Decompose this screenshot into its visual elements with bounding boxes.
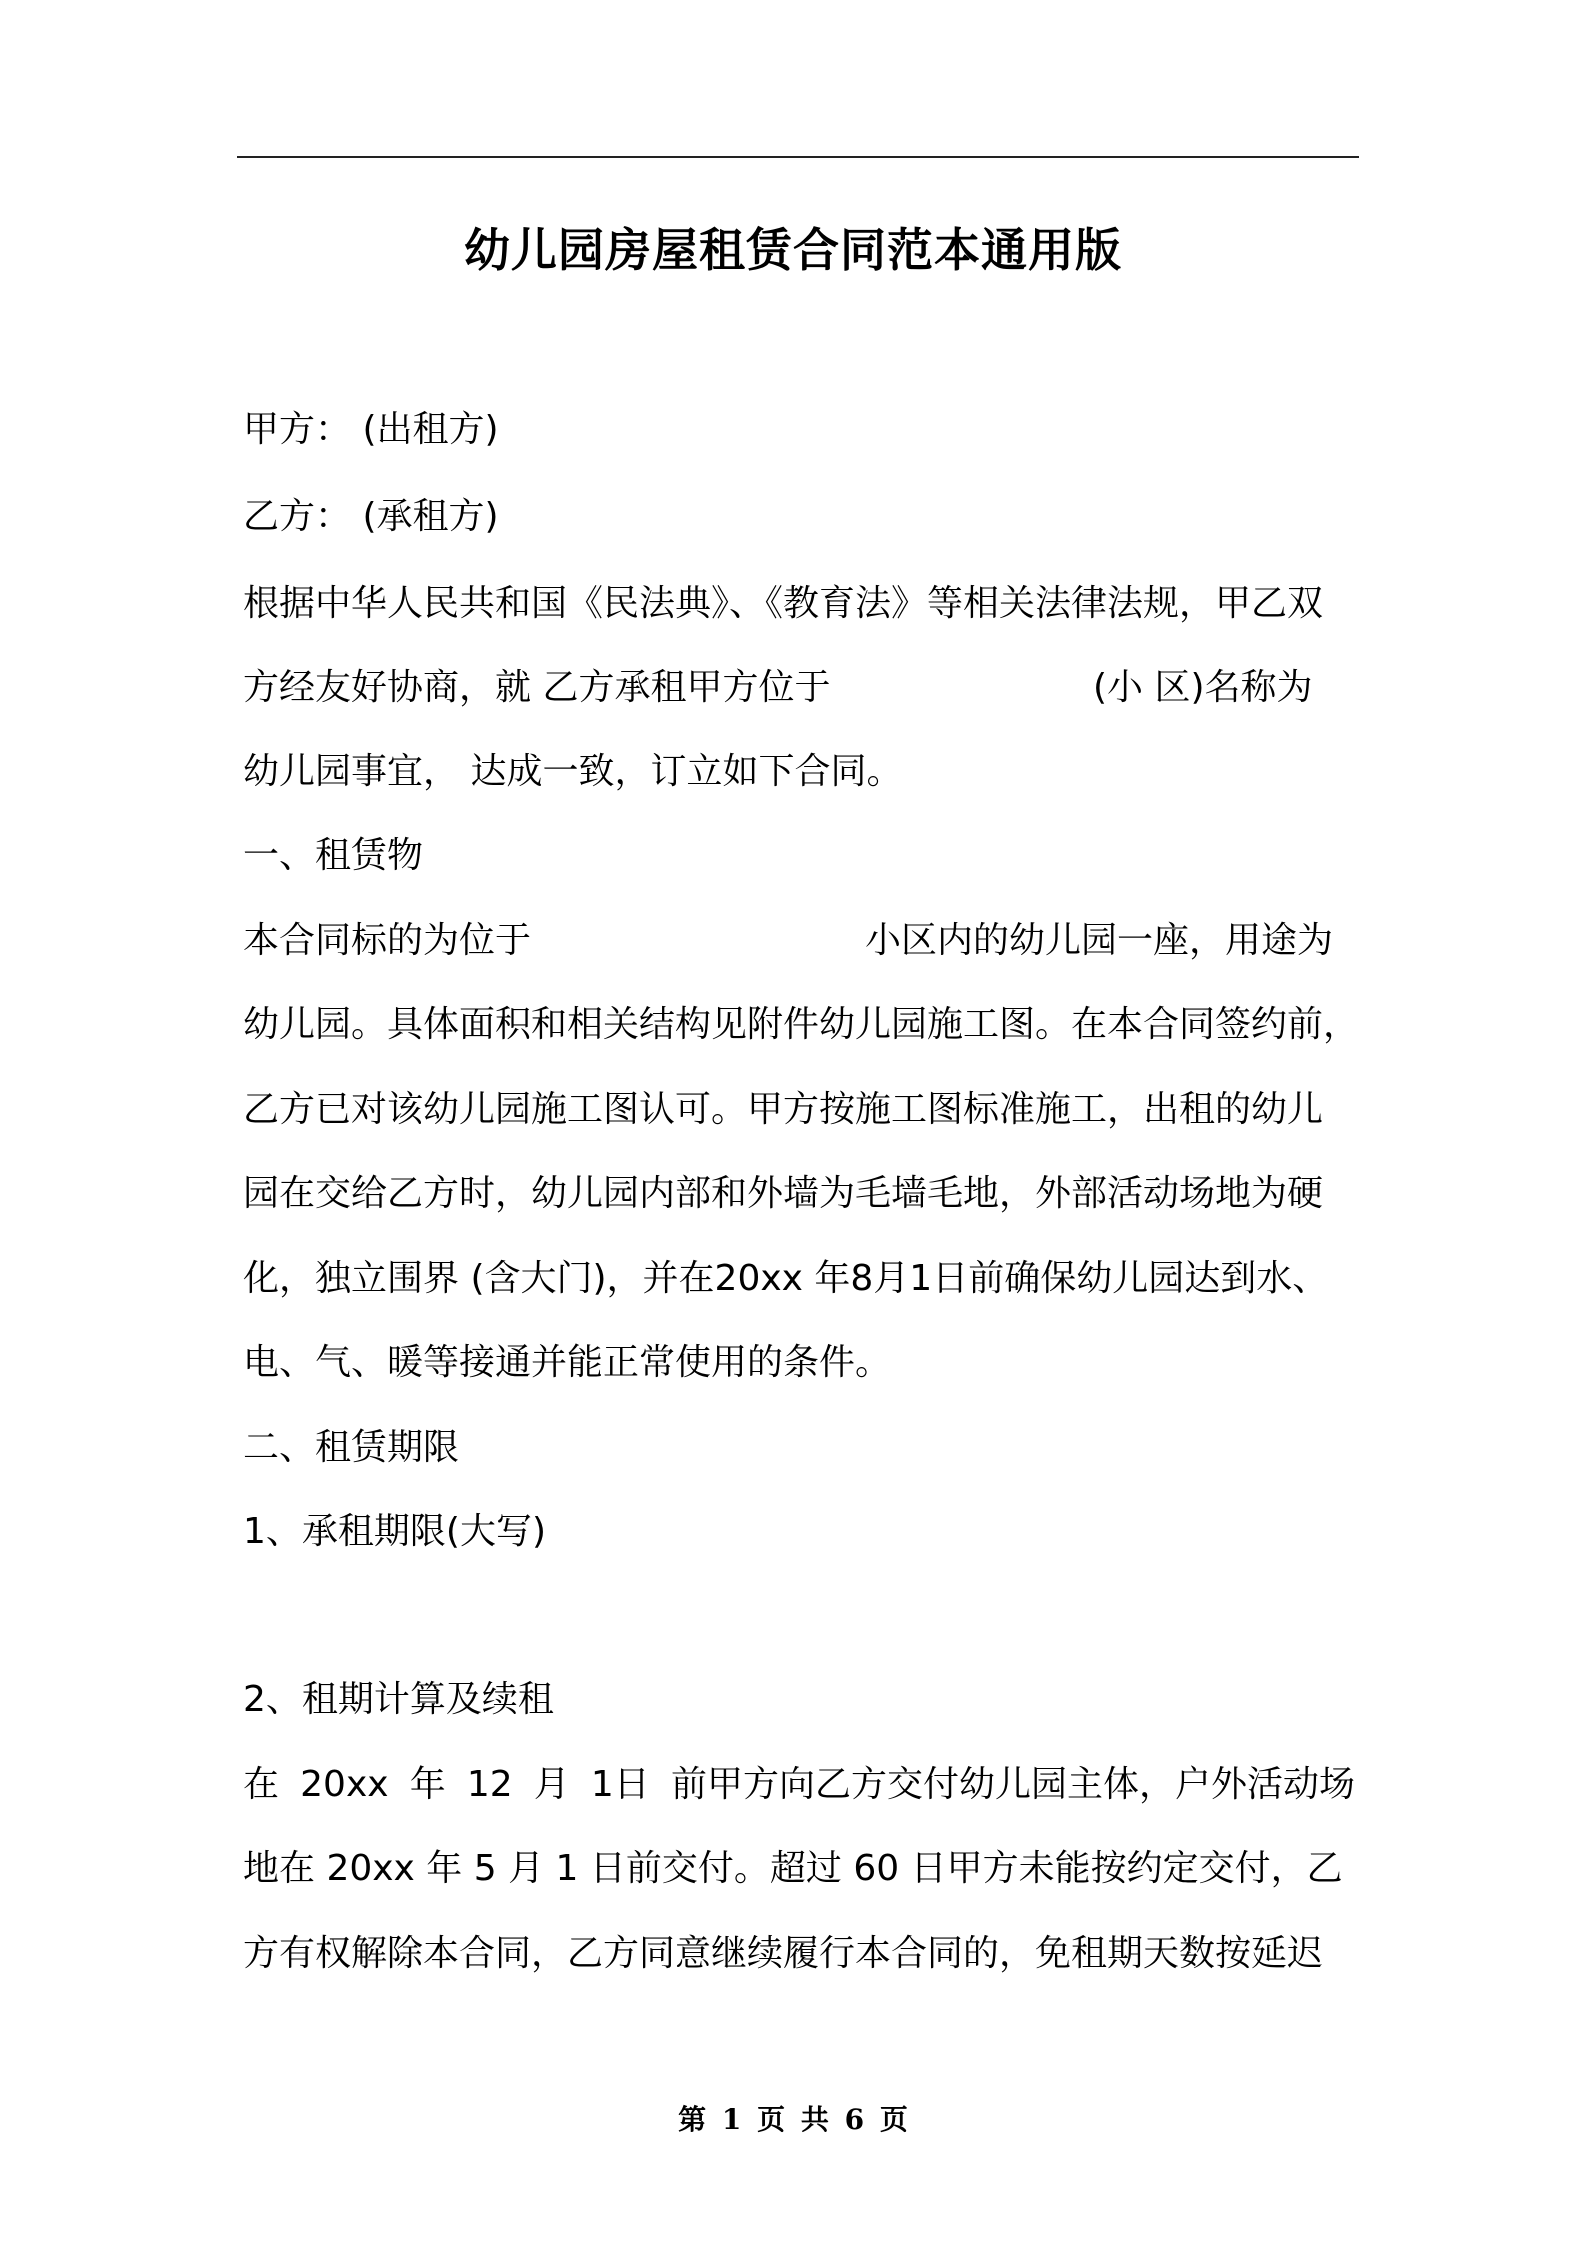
section-2-para-line-1: [243, 1765, 1355, 1805]
party-a-line: 甲方： (出租方): [243, 409, 499, 450]
section-1-para-line-5: 化，独立围界 (含大门)，并在20xx 年8月1日前确保幼儿园达到水、: [243, 1258, 1329, 1299]
section-2-heading: 二、租赁期限: [243, 1427, 460, 1468]
section-2-item-2: 2、租期计算及续租: [243, 1679, 554, 1720]
header-rule: [237, 156, 1359, 158]
para-word: 月: [533, 1764, 570, 1805]
para-word: 在: [243, 1764, 280, 1805]
section-2-item-1: 1、承租期限(大写): [243, 1511, 546, 1552]
para-word: 前甲方向乙方交付幼儿园主体，户外活动场: [670, 1764, 1355, 1805]
para-word: 年: [409, 1764, 446, 1805]
section-1-para-line-3: 乙方已对该幼儿园施工图认可。甲方按施工图标准施工，出租的幼儿: [243, 1089, 1324, 1130]
para-word: 20xx: [300, 1764, 389, 1805]
section-1-para-line-4: 园在交给乙方时，幼儿园内部和外墙为毛墙毛地，外部活动场地为硬: [243, 1173, 1324, 1214]
para-word: 1日: [590, 1764, 650, 1805]
section-2-para-line-3: 方有权解除本合同，乙方同意继续履行本合同的，免租期天数按延迟: [243, 1933, 1324, 1974]
intro-line-1: 根据中华人民共和国《民法典》、《教育法》等相关法律法规，甲乙双: [243, 583, 1324, 624]
section-1-para-line-6: 电、气、暖等接通并能正常使用的条件。: [243, 1342, 892, 1383]
section-1-para-line-2: 幼儿园。具体面积和相关结构见附件幼儿园施工图。在本合同签约前，: [243, 1004, 1360, 1045]
party-b-line: 乙方： (承租方): [243, 496, 499, 537]
intro-line-3: 幼儿园事宜， 达成一致，订立如下合同。: [243, 751, 903, 792]
page-number-footer: 第 1 页 共 6 页: [678, 2103, 908, 2136]
section-1-heading: 一、租赁物: [243, 835, 424, 876]
section-2-para-line-2: 地在 20xx 年 5 月 1 日前交付。超过 60 日甲方未能按约定交付，乙: [243, 1848, 1343, 1889]
intro-line-2-part-a: 方经友好协商，就 乙方承租甲方位于: [243, 667, 831, 708]
para-word: 12: [466, 1764, 513, 1805]
intro-line-2-part-b: (小 区)名称为: [1093, 667, 1313, 708]
section-1-para-line-1-part-b: 小区内的幼儿园一座，用途为: [865, 920, 1334, 961]
intro-line-2: [243, 668, 1355, 708]
section-1-para-line-1-part-a: 本合同标的为位于: [243, 920, 532, 961]
section-1-para-line-1: [243, 921, 1355, 961]
document-title: 幼儿园房屋租赁合同范本通用版: [464, 223, 1122, 277]
